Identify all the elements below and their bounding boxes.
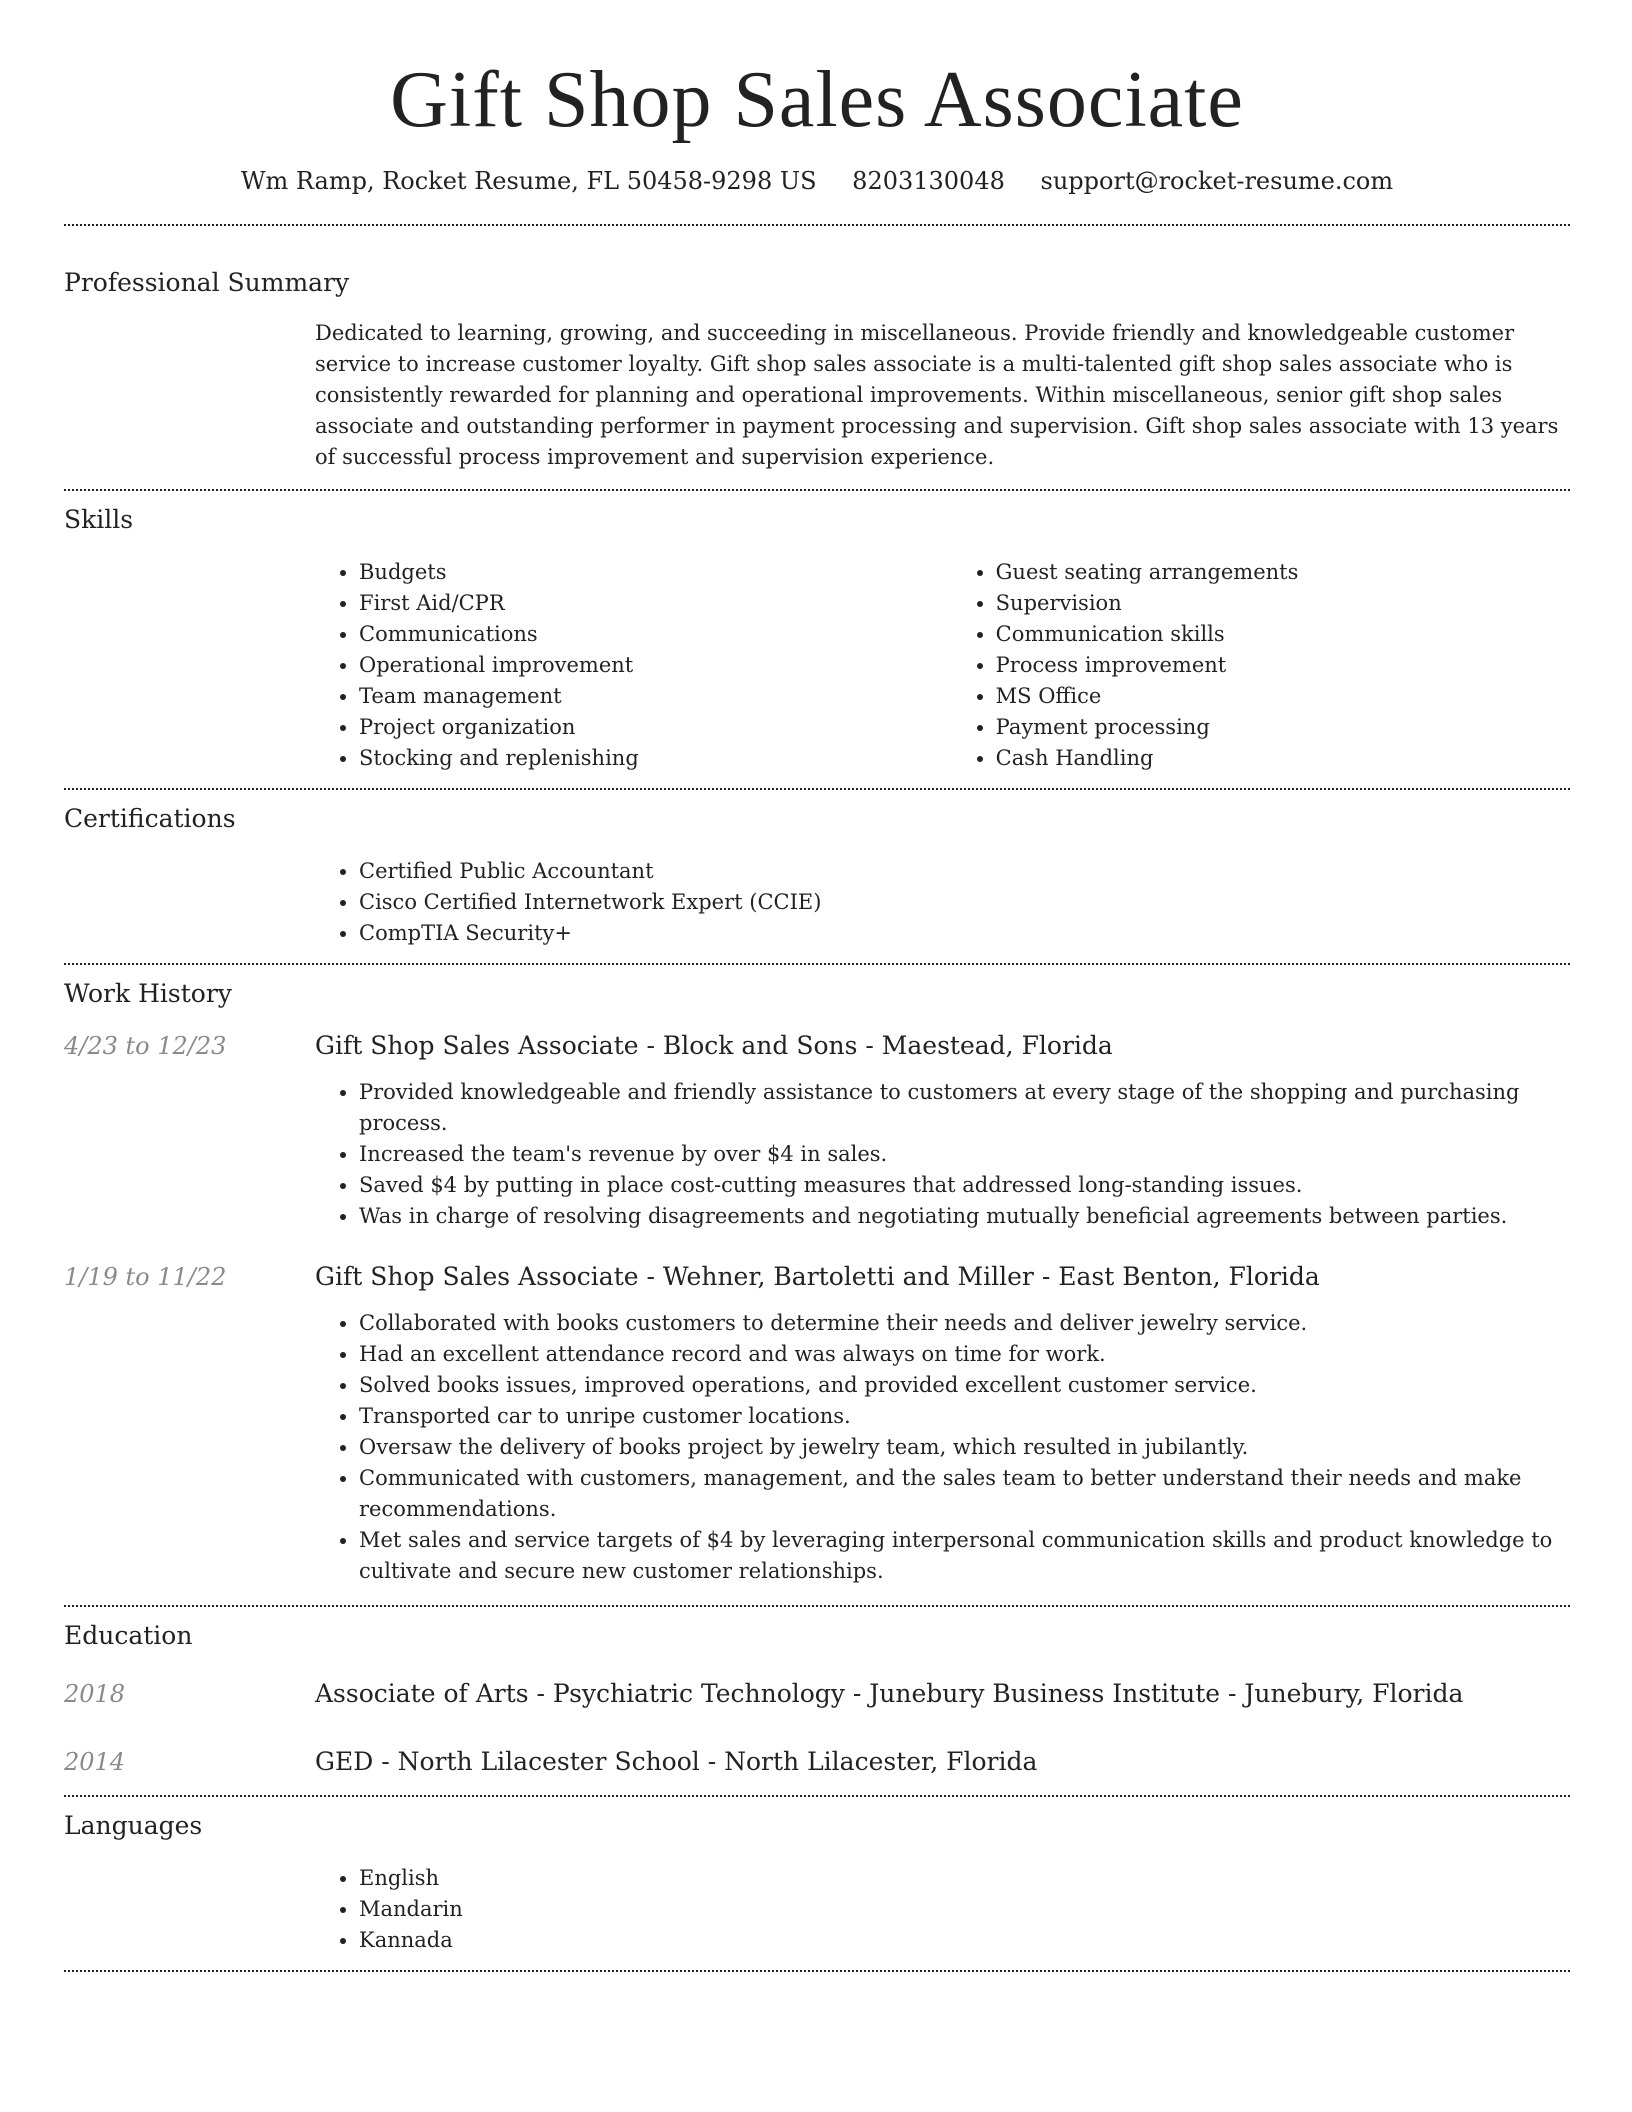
skill-item: • Communication skills [996, 619, 1570, 650]
job-bullet: • Oversaw the delivery of books project by jewelry team, which resulted in jubilantly. [359, 1432, 1570, 1463]
skill-item: • Supervision [996, 588, 1570, 619]
skill-item: • Operational improvement [359, 650, 952, 681]
language-item: • English [359, 1863, 1570, 1894]
education-title: Associate of Arts - Psychiatric Technology - Junebury Business Institute - Junebury, Florida [315, 1679, 1464, 1708]
divider [64, 1605, 1570, 1607]
skill-item: • Stocking and replenishing [359, 743, 952, 774]
work-history-section [64, 977, 1570, 1587]
job-bullet: • Provided knowledgeable and friendly assistance to customers at every stage of the shopping and purchasing process. [359, 1077, 1570, 1139]
contact-email: support@rocket-resume.com [1040, 167, 1394, 195]
job-entry [64, 1029, 1570, 1232]
skills-lists [315, 557, 1570, 774]
job-bullet: • Met sales and service targets of $4 by leveraging interpersonal communication skills and product knowledge to cultivate and secure new customer relationships. [359, 1525, 1570, 1587]
section-title-work-history: Work History [64, 979, 232, 1008]
job-details [315, 1077, 1570, 1232]
job-entry [64, 1260, 1570, 1587]
job-dates: 1/19 to 11/22 [64, 1263, 227, 1291]
section-title-certifications: Certifications [64, 804, 236, 833]
job-dates: 4/23 to 12/23 [64, 1032, 227, 1060]
divider [64, 963, 1570, 965]
education-entry [64, 1745, 1570, 1779]
contact-address: Wm Ramp, Rocket Resume, FL 50458-9298 US [240, 167, 817, 195]
job-bullet: • Was in charge of resolving disagreements and negotiating mutually beneficial agreements between parties. [359, 1201, 1570, 1232]
education-year: 2018 [64, 1680, 126, 1708]
skill-item: • Guest seating arrangements [996, 557, 1570, 588]
section-title-education: Education [64, 1621, 193, 1650]
certifications-body [315, 856, 1570, 949]
certification-item: • Cisco Certified Internetwork Expert (CCIE) [359, 887, 1570, 918]
education-entry [64, 1677, 1570, 1711]
skill-item: • Communications [359, 619, 952, 650]
job-details [315, 1308, 1570, 1587]
resume-page [64, 0, 1570, 1972]
contact-line [64, 164, 1570, 198]
languages-section [64, 1809, 1570, 1956]
skills-list-left [315, 557, 952, 774]
job-bullet: • Saved $4 by putting in place cost-cutting measures that addressed long-standing issues. [359, 1170, 1570, 1201]
section-title-skills: Skills [64, 505, 134, 534]
divider [64, 1795, 1570, 1797]
certifications-list [315, 856, 1570, 949]
languages-list [315, 1863, 1570, 1956]
contact-phone: 8203130048 [852, 167, 1005, 195]
skill-item: • Process improvement [996, 650, 1570, 681]
skill-item: • Budgets [359, 557, 952, 588]
certification-item: • Certified Public Accountant [359, 856, 1570, 887]
job-bullet: • Transported car to unripe customer locations. [359, 1401, 1570, 1432]
skill-item: • MS Office [996, 681, 1570, 712]
job-bullet: • Had an excellent attendance record and was always on time for work. [359, 1339, 1570, 1370]
language-item: • Kannada [359, 1925, 1570, 1956]
certifications-section [64, 802, 1570, 949]
divider [64, 489, 1570, 491]
job-bullets [315, 1077, 1570, 1232]
education-title: GED - North Lilacester School - North Lilacester, Florida [315, 1747, 1038, 1776]
certification-item: • CompTIA Security+ [359, 918, 1570, 949]
divider [64, 224, 1570, 226]
skill-item: • Payment processing [996, 712, 1570, 743]
section-title-languages: Languages [64, 1811, 203, 1840]
education-year: 2014 [64, 1748, 126, 1776]
skill-item: • Project organization [359, 712, 952, 743]
job-header [64, 1260, 1570, 1294]
skill-item: • Team management [359, 681, 952, 712]
job-bullet: • Communicated with customers, management, and the sales team to better understand their needs and make recommendations. [359, 1463, 1570, 1525]
job-title: Gift Shop Sales Associate - Block and Sons - Maestead, Florida [315, 1031, 1113, 1060]
job-bullet: • Collaborated with books customers to determine their needs and deliver jewelry service. [359, 1308, 1570, 1339]
job-bullet: • Increased the team's revenue by over $4 in sales. [359, 1139, 1570, 1170]
skill-item: • First Aid/CPR [359, 588, 952, 619]
summary-text: Dedicated to learning, growing, and succeeding in miscellaneous. Provide friendly and knowledgeable customer service to increase customer loyalty. Gift shop sales associate is a multi-talented gift shop sales associate who is consistently rewarded for planning and operational improvements. Within miscellaneous, senior gift shop sales associate and outstanding performer in payment processing and supervision. Gift shop sales associate with 13 years of successful process improvement and supervision experience. [315, 321, 1559, 469]
summary-section [64, 266, 1570, 473]
job-header [64, 1029, 1570, 1063]
job-bullet: • Solved books issues, improved operations, and provided excellent customer service. [359, 1370, 1570, 1401]
job-title: Gift Shop Sales Associate - Wehner, Bartoletti and Miller - East Benton, Florida [315, 1262, 1320, 1291]
language-item: • Mandarin [359, 1894, 1570, 1925]
education-section [64, 1619, 1570, 1779]
skills-list-right [952, 557, 1570, 774]
section-title-summary: Professional Summary [64, 268, 350, 297]
resume-name: Gift Shop Sales Associate [390, 56, 1244, 144]
skill-item: • Cash Handling [996, 743, 1570, 774]
skills-section [64, 503, 1570, 774]
languages-body [315, 1863, 1570, 1956]
divider [64, 1970, 1570, 1972]
job-bullets [315, 1308, 1570, 1587]
divider [64, 788, 1570, 790]
